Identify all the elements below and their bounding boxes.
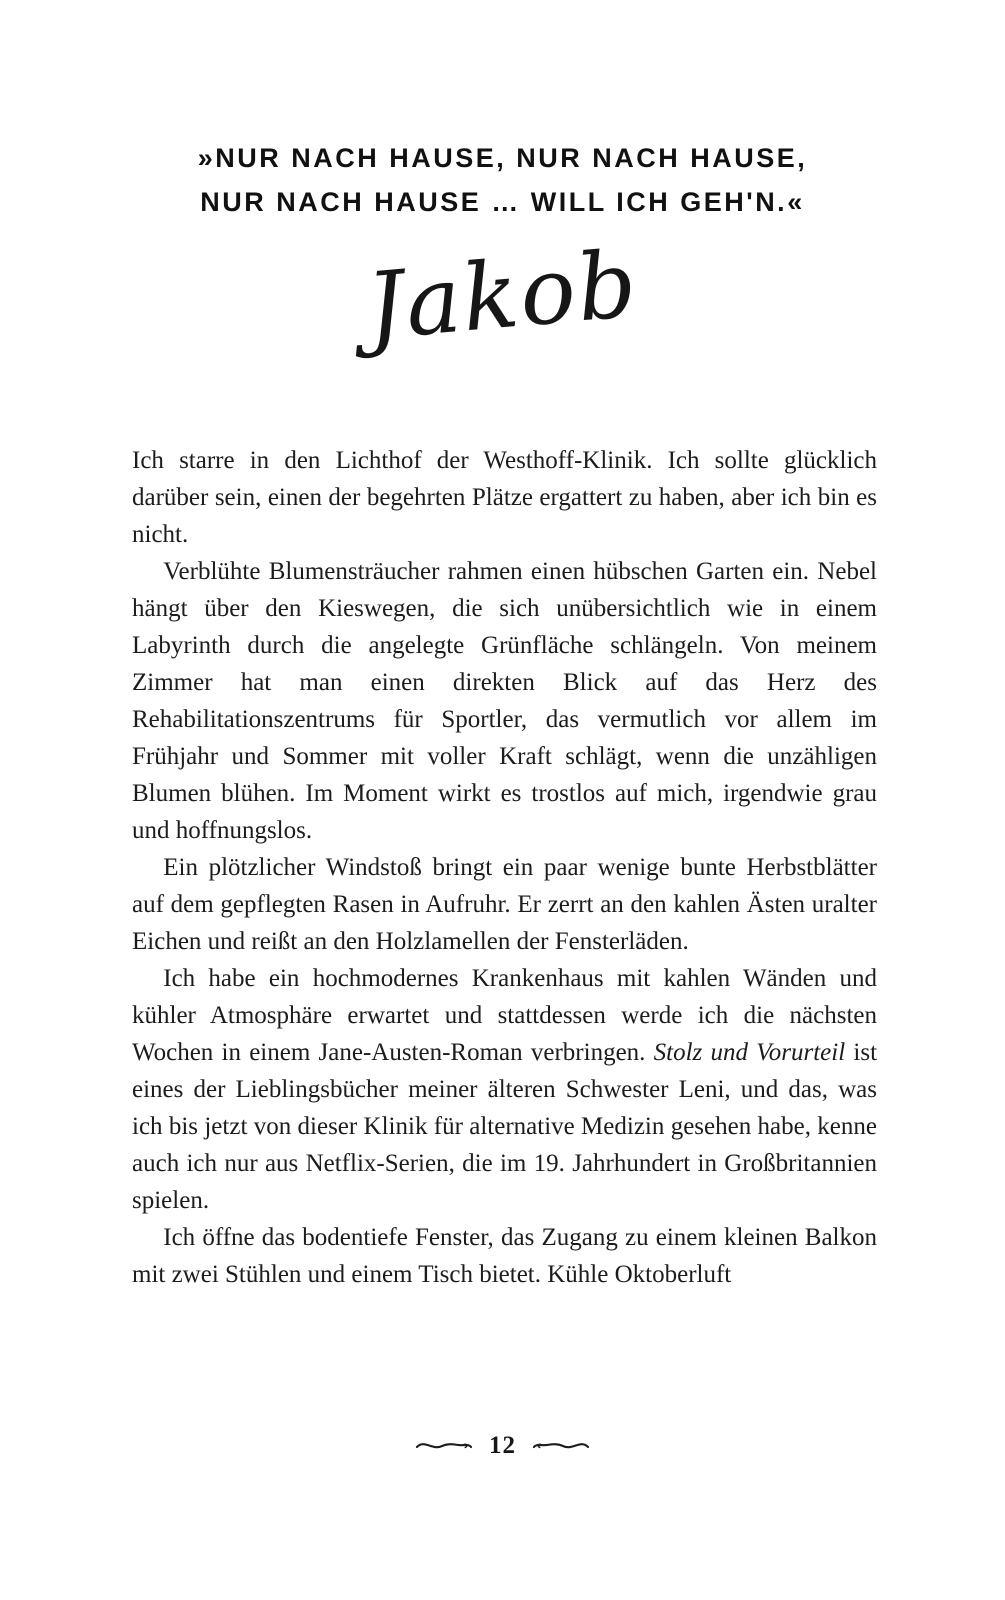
page-footer (0, 1432, 1005, 1460)
body-text (132, 442, 877, 1293)
character-signature: Jakob (362, 230, 643, 361)
flourish-right-icon (532, 1437, 590, 1455)
paragraph: Ein plötzlicher Windstoß bringt ein paar wenige bunte Herbstblätter auf dem gepflegten Rasen in Aufruhr. Er zerrt an den kahlen Ästen uralter Eichen und reißt an den Holzlamellen der Fensterläden. (132, 854, 877, 955)
paragraph-segment: Ich habe ein hochmodernes Krankenhaus mit kahlen Wänden und kühler Atmosphäre erwartet und stattdessen werde ich die nächsten Wochen in einem Jane-Austen-Roman verbringen. (132, 965, 877, 1066)
paragraph-segment: ist eines der Lieblingsbücher meiner älteren Schwester Leni, und das, was ich bis jetzt von dieser Klinik für alternative Medizin gesehen habe, kenne auch ich nur aus Netflix-Serien, die im 19. Jahrhundert in Großbritannien spielen. (132, 1039, 878, 1214)
paragraph (132, 960, 877, 1219)
book-title-italic: Stolz und Vorurteil (653, 1039, 846, 1066)
chapter-title-line-2: NUR NACH HAUSE … WILL ICH GEH'N.« (200, 187, 805, 217)
flourish-left-icon (415, 1437, 473, 1455)
paragraph: Ich starre in den Lichthof der Westhoff-Klinik. Ich sollte glücklich darüber sein, einen der begehrten Plätze ergattert zu haben, aber ich bin es nicht. (132, 447, 877, 548)
paragraph: Ich öffne das bodentiefe Fenster, das Zugang zu einem kleinen Balkon mit zwei Stühlen und einem Tisch bietet. Kühle Oktoberluft (132, 1224, 877, 1288)
chapter-title-line-1: »NUR NACH HAUSE, NUR NACH HAUSE, (197, 143, 808, 173)
paragraph: Verblühte Blumensträucher rahmen einen hübschen Garten ein. Nebel hängt über den Kieswegen, die sich unübersichtlich wie in einem Labyrinth durch die angelegte Grünfläche schlängeln. Von meinem Zimmer hat man einen direkten Blick auf das Herz des Rehabilitationszentrums für Sportler, das vermutlich vor allem im Frühjahr und Sommer mit voller Kraft schlägt, wenn die unzähligen Blumen blühen. Im Moment wirkt es trostlos auf mich, irgendwie grau und hoffnungslos. (132, 558, 877, 844)
page-number: 12 (489, 1432, 516, 1459)
